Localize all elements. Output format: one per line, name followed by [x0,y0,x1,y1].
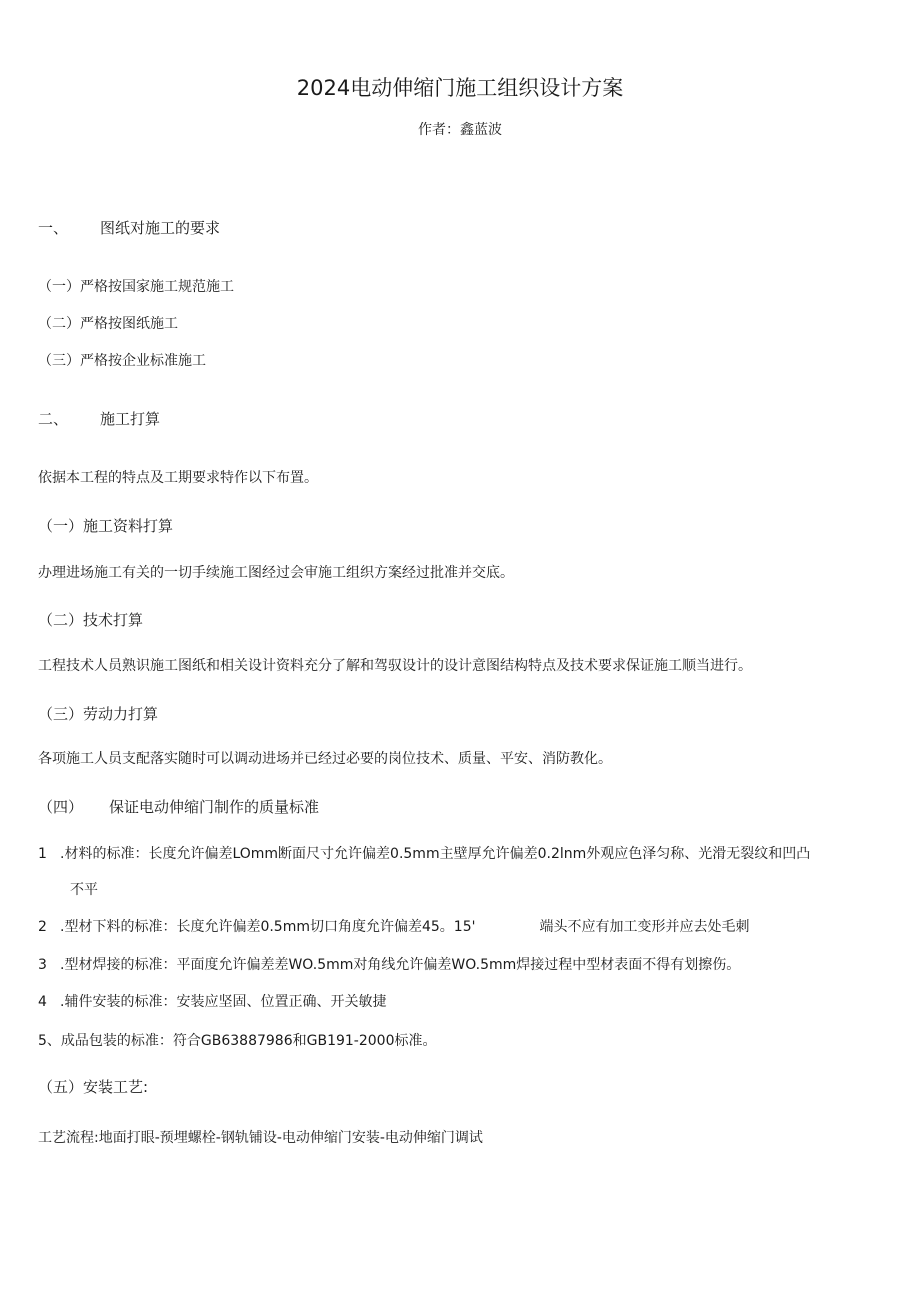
section-1-item: （一）严格按国家施工规范施工 [38,279,234,295]
section-2-intro: 依据本工程的特点及工期要求特作以下布置。 [38,470,318,486]
standard-item-3 [38,954,740,974]
standard-item-number: 1 [38,846,47,862]
subsection-3-heading: （三）劳动力打算 [38,705,159,723]
section-2-number: 二、 [38,410,69,428]
standard-item-number: 4 [38,994,47,1010]
standard-item-1-continuation: 不平 [70,882,98,898]
standard-item-text: .型材焊接的标准：平面度允许偏差差WO.5mm对角线允许偏差WO.5mm焊接过程中型材表面不得有划擦伤。 [60,957,741,973]
subsection-4-title: 保证电动伸缩门制作的质量标准 [109,798,320,816]
section-2-title: 施工打算 [100,410,161,428]
section-1-item: （二）严格按图纸施工 [38,316,178,332]
standard-item-text: .辅件安装的标准：安装应坚固、位置正确、开关敏捷 [60,994,387,1010]
section-1-title: 图纸对施工的要求 [100,219,221,237]
standard-item-number: 2 [38,919,47,935]
standard-item-1 [38,843,810,863]
subsection-2-text: 工程技术人员熟识施工图纸和相关设计资料充分了解和驾驭设计的设计意图结构特点及技术要求保证施工顺当进行。 [38,658,752,674]
subsection-1-text: 办理进场施工有关的一切手续施工图经过会审施工组织方案经过批准并交底。 [38,565,514,581]
standard-item-5: 5、成品包装的标准：符合GB63887986和GB191-2000标准。 [38,1033,437,1049]
standard-item-text: .型材下料的标准：长度允许偏差0.5mm切口角度允许偏差45。15' [60,919,476,935]
subsection-2-heading: （二）技术打算 [38,611,144,629]
section-1-item: （三）严格按企业标准施工 [38,353,206,369]
document-title: 2024电动伸缩门施工组织设计方案 [296,76,624,100]
standard-item-text: .材料的标准：长度允许偏差LOmm断面尺寸允许偏差0.5mm主壁厚允许偏差0.2lnm外观应色泽匀称、光滑无裂纹和凹凸 [60,846,811,862]
subsection-5-text: 工艺流程:地面打眼-预埋螺栓-钢轨铺设-电动伸缩门安装-电动伸缩门调试 [38,1130,483,1146]
standard-item-4 [38,991,386,1011]
standard-item-text-tail: 端头不应有加工变形并应去处毛刺 [539,919,750,935]
document-author: 作者：鑫蓝波 [418,122,502,138]
standard-item-number: 3 [38,957,47,973]
subsection-1-heading: （一）施工资料打算 [38,517,174,535]
subsection-3-text: 各项施工人员支配落实随时可以调动进场并已经过必要的岗位技术、质量、平安、消防教化。 [38,751,612,767]
subsection-4-number: （四） [38,798,84,816]
standard-item-2 [38,916,749,936]
subsection-5-heading: （五）安装工艺: [38,1078,149,1096]
subsection-4-heading [38,796,319,817]
section-2-heading [38,408,160,429]
section-1-number: 一、 [38,219,69,237]
section-1-heading [38,217,220,238]
